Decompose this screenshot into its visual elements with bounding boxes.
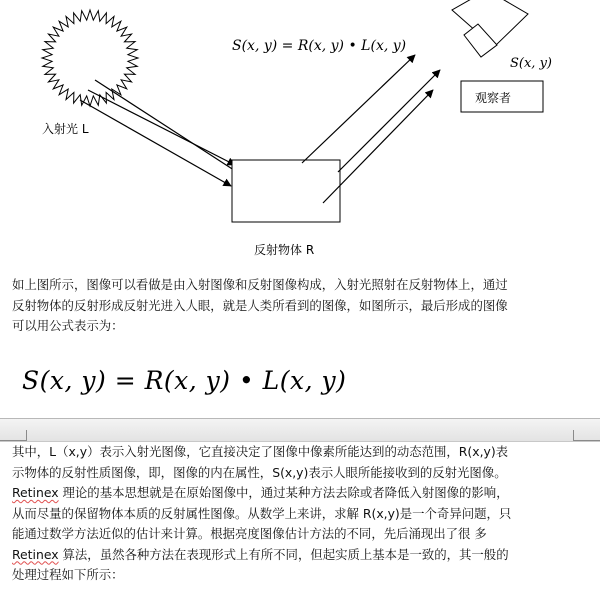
text-line: 能通过数学方法近似的估计来计算。根据亮度图像估计方法的不同，先后涌现出了很 多	[12, 526, 487, 541]
text-span: 理论的基本思想就是在原始图像中，通过某种方法去除或者降低入射图像的影响，	[58, 485, 509, 500]
eye-icon	[452, 0, 528, 57]
page-corner-mark	[573, 430, 600, 441]
text-line: 从而尽量的保留物体本质的反射属性图像。从数学上来讲，求解 R(x,y)是一个奇异问题，只	[12, 505, 512, 521]
incident-ray	[88, 90, 235, 165]
text-line: 其中，L（x,y）表示入射光图像，它直接决定了图像中像素所能达到的动态范围，R(x,y)表	[12, 444, 509, 459]
reflected-ray	[302, 55, 415, 163]
text-line: 可以用公式表示为：	[12, 318, 124, 333]
reflected-ray	[323, 90, 433, 203]
retinex-term: Retinex	[12, 485, 59, 500]
page-corner-mark	[0, 430, 27, 441]
text-span: 算法，虽然各种方法在表现形式上有所不同，但起实质上基本是一致的，其一般的	[58, 546, 509, 562]
intro-paragraph	[12, 275, 508, 337]
retinex-term: Retinex	[12, 546, 59, 562]
text-line: 示物体的反射性质图像，即，图像的内在属性，S(x,y)表示人眼所能接收到的反射光图像。	[12, 464, 507, 480]
text-line	[12, 483, 511, 504]
observer-signal: S(x, y)	[510, 56, 552, 71]
observer-label: 观察者	[475, 91, 512, 105]
text-line	[12, 545, 511, 566]
text-line: 如上图所示，图像可以看做是由入射图像和反射图像构成，入射光照射在反射物体上，通过	[12, 277, 508, 292]
page-break	[0, 418, 600, 442]
light-label: 入射光 L	[42, 122, 89, 136]
reflected-ray	[338, 70, 440, 172]
incident-ray	[95, 80, 240, 174]
main-formula: S(x, y) = R(x, y) • L(x, y)	[22, 366, 347, 395]
text-line: 处理过程如下所示：	[12, 567, 124, 582]
body-paragraph	[12, 442, 511, 586]
object-label: 反射物体 R	[254, 243, 315, 257]
reflecting-object	[232, 160, 340, 222]
incident-ray	[80, 100, 231, 186]
text-line: 反射物体的反射形成反射光进入人眼，就是人类所看到的图像，如图所示，最后形成的图像	[12, 297, 508, 313]
retinex-diagram	[0, 0, 600, 270]
diagram-formula: S(x, y) = R(x, y) • L(x, y)	[232, 38, 407, 54]
